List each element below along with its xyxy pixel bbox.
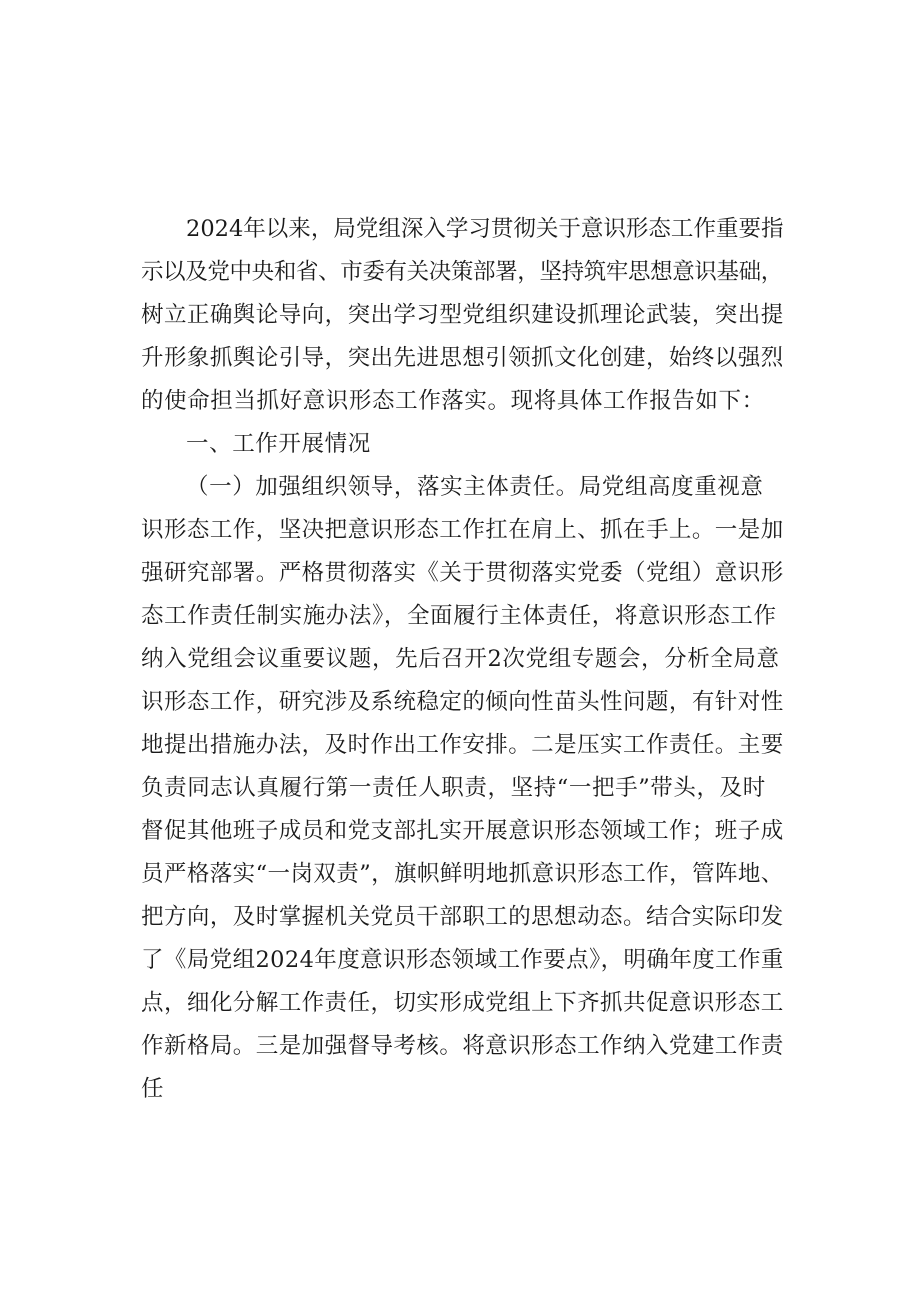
text-line: 了《局党组2024年度意识形态领域工作要点》，明确年度工作重 — [141, 947, 784, 973]
text-line: 地提出措施办法，及时作出工作安排。二是压实工作责任。主要 — [141, 732, 784, 758]
text-line: 识形态工作，研究涉及系统稳定的倾向性苗头性问题，有针对性 — [141, 689, 784, 715]
text-line: 督促其他班子成员和党支部扎实开展意识形态领域工作；班子成 — [141, 818, 784, 844]
text-line: 员严格落实“一岗双责”，旗帜鲜明地抓意识形态工作，管阵地、 — [141, 861, 784, 887]
text-line: 态工作责任制实施办法》，全面履行主体责任，将意识形态工作 — [141, 603, 777, 629]
text-line: 示以及党中央和省、市委有关决策部署，坚持筑牢思想意识基础， — [141, 259, 783, 285]
text-line: 升形象抓舆论引导，突出先进思想引领抓文化创建，始终以强烈 — [141, 345, 784, 371]
section-heading: 一、工作开展情况 — [186, 431, 371, 457]
text-line: 点，细化分解工作责任，切实形成党组上下齐抓共促意识形态工 — [141, 990, 784, 1016]
text-line: 树立正确舆论导向，突出学习型党组织建设抓理论武装，突出提 — [141, 302, 784, 328]
text-line: 的使命担当抓好意识形态工作落实。现将具体工作报告如下： — [141, 388, 765, 414]
text-line: 把方向，及时掌握机关党员干部职工的思想动态。结合实际印发 — [141, 904, 784, 930]
text-line: 识形态工作，坚决把意识形态工作扛在肩上、抓在手上。一是加 — [141, 517, 784, 543]
text-line: 纳入党组会议重要议题，先后召开2次党组专题会，分析全局意 — [141, 646, 780, 672]
text-line: 作新格局。三是加强督导考核。将意识形态工作纳入党建工作责 — [141, 1033, 784, 1059]
text-line: 2024年以来，局党组深入学习贯彻关于意识形态工作重要指 — [186, 216, 784, 242]
text-line: 负责同志认真履行第一责任人职责，坚持“一把手”带头，及时 — [141, 775, 766, 801]
text-line: 强研究部署。严格贯彻落实《关于贯彻落实党委（党组）意识形 — [141, 560, 784, 586]
text-line: 任 — [141, 1076, 165, 1102]
subsection-heading: （一）加强组织领导，落实主体责任。局党组高度重视意 — [186, 474, 764, 500]
